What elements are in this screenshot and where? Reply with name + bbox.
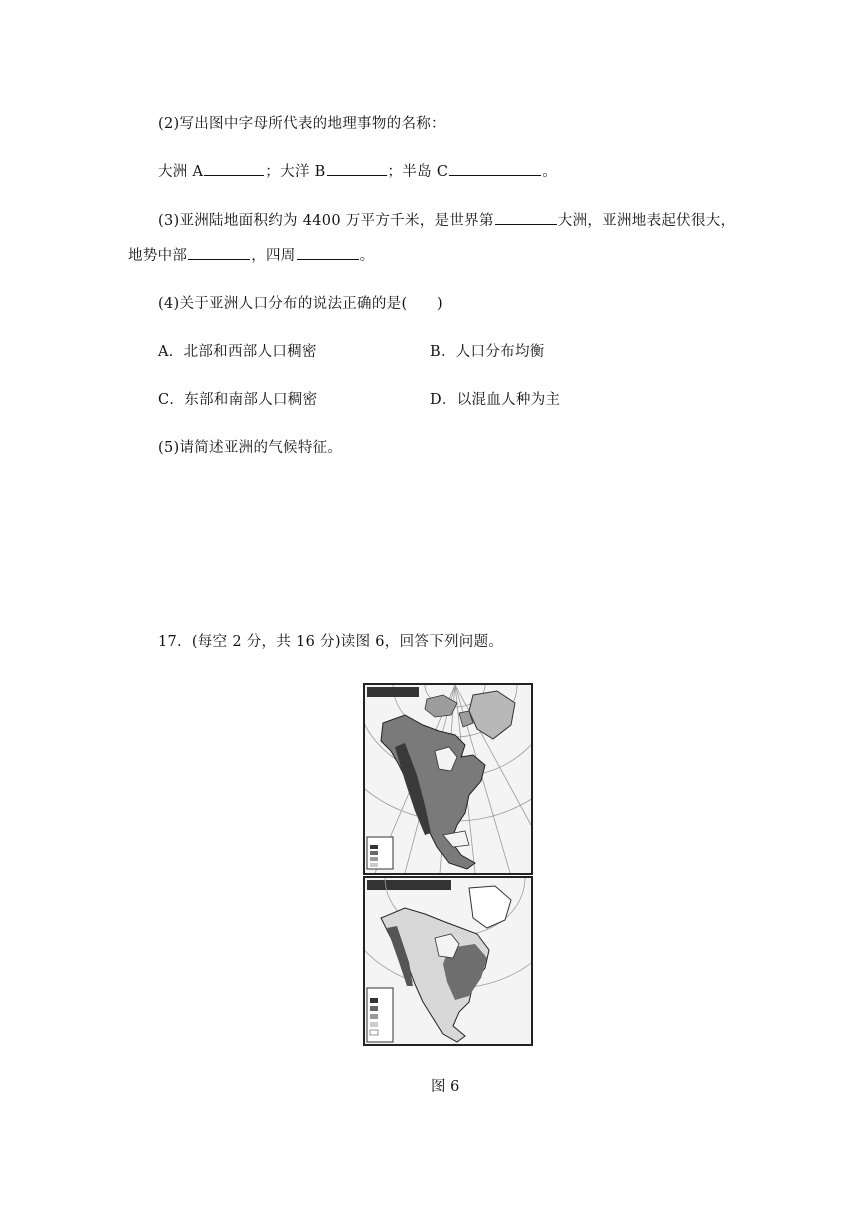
question-3-line-2	[128, 244, 374, 265]
terrain-map-image	[365, 685, 531, 873]
question-3-line-1	[158, 209, 735, 230]
answer-blank-a[interactable]	[204, 161, 264, 176]
terrain-map-figure	[363, 683, 533, 875]
question-3-text-3: 地势中部	[128, 248, 188, 264]
figure-caption: 图 6	[431, 1079, 460, 1095]
option-a[interactable]: A．北部和西部人口稠密	[158, 344, 317, 360]
question-2-fill-line	[158, 160, 557, 181]
answer-blank-rank[interactable]	[495, 210, 557, 225]
answer-blank-c[interactable]	[449, 161, 541, 176]
option-b[interactable]: B．人口分布均衡	[430, 344, 545, 360]
fill-label-continent-a: 大洲 A	[158, 164, 204, 180]
question-17-prompt: 17．(每空 2 分，共 16 分)读图 6，回答下列问题。	[158, 634, 504, 650]
question-4-prompt: (4)关于亚洲人口分布的说法正确的是( )	[158, 296, 443, 312]
option-d[interactable]: D．以混血人种为主	[430, 392, 561, 408]
answer-blank-center-terrain[interactable]	[188, 245, 250, 260]
option-c[interactable]: C．东部和南部人口稠密	[158, 392, 318, 408]
answer-blank-surrounding-terrain[interactable]	[297, 245, 359, 260]
question-3-text-4: ，四周	[251, 248, 296, 264]
fill-label-peninsula-c: ；半岛 C	[387, 164, 449, 180]
precipitation-map-image	[365, 878, 531, 1044]
question-5-prompt: (5)请简述亚洲的气候特征。	[158, 440, 343, 456]
precipitation-map-figure	[363, 876, 533, 1046]
question-2-prompt: (2)写出图中字母所代表的地理事物的名称：	[158, 116, 446, 132]
question-3-end: 。	[359, 248, 375, 264]
question-3-text-2: 大洲，亚洲地表起伏很大，	[557, 213, 736, 229]
answer-blank-b[interactable]	[327, 161, 387, 176]
fill-label-ocean-b: ；大洋 B	[265, 164, 326, 180]
fill-line-end: 。	[542, 164, 558, 180]
question-3-text-1: (3)亚洲陆地面积约为 4400 万平方千米，是世界第	[158, 213, 494, 229]
